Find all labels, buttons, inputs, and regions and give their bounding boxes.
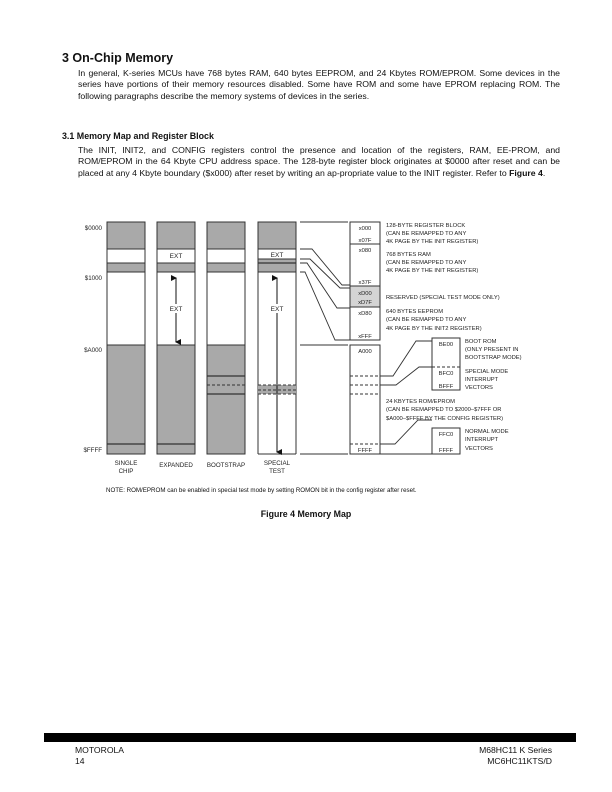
svg-text:4K PAGE BY THE INIT REGISTER): 4K PAGE BY THE INIT REGISTER) [386, 268, 479, 274]
address-BFFF: BFFF [438, 384, 454, 390]
section-body: In general, K-series MCUs have 768 bytes RAM, 640 bytes EEPROM, and 24 Kbytes ROM/EPROM. Some devices in the series have portions of their memory resources disabled. Some have ROM and some have EPROM replacing ROM. The following paragraphs describe the memory systems of devices in the series. [78, 68, 560, 101]
svg-text:4K PAGE BY THE INIT REGISTER): 4K PAGE BY THE INIT REGISTER) [386, 239, 479, 245]
description-register-block [386, 223, 478, 245]
description-special-vectors [465, 369, 508, 391]
svg-text:4K PAGE BY THE INIT2 REGISTER): 4K PAGE BY THE INIT2 REGISTER) [386, 326, 482, 332]
description-normal-vectors [465, 429, 509, 452]
figure-note: NOTE: ROM/EPROM can be enabled in special test mode by setting ROMON bit in the config register after reset. [106, 487, 417, 494]
column-label-special-test: SPECIAL [263, 460, 291, 467]
svg-text:VECTORS: VECTORS [465, 385, 493, 391]
address-FFFF: FFFF [357, 448, 373, 454]
svg-text:BOOT ROM: BOOT ROM [465, 339, 497, 345]
detail-column-rom [350, 345, 380, 454]
column-label-special-test: TEST [269, 468, 285, 475]
address-xFFF: xFFF [358, 334, 372, 340]
ext-label: EXT [169, 306, 183, 313]
address-BFC0: BFC0 [438, 371, 454, 377]
svg-text:INTERRUPT: INTERRUPT [465, 377, 499, 383]
address-x080: x080 [358, 248, 372, 254]
address-label: $FFFF [83, 447, 102, 454]
address-FFC0: FFC0 [438, 432, 454, 438]
address-FFFF: FFFF [438, 448, 454, 454]
svg-text:(ONLY PRESENT IN: (ONLY PRESENT IN [465, 347, 519, 353]
address-xD7F: xD7F [358, 300, 372, 306]
body-text: The INIT, INIT2, and CONFIG registers control the presence and location of the registers, RAM, EE-PROM, and ROM/EPROM in the 64 Kbyte CPU address space. The 128-byte register block originates at $0000 after reset and can be placed at any 4 Kbyte boundary ($x000) after reset by writing an ap-propriate value to the INIT register. Refer to [78, 145, 560, 178]
address-xD00: xD00 [358, 291, 372, 297]
ext-label: EXT [270, 306, 284, 313]
svg-text:RESERVED (SPECIAL TEST MODE ON: RESERVED (SPECIAL TEST MODE ONLY) [386, 295, 500, 301]
footer-doc-id: MC6HC11KTS/D [487, 755, 552, 766]
address-x000: x000 [358, 226, 372, 232]
description-reserved [386, 295, 500, 301]
svg-text:$A000–$FFFF BY THE CONFIG REGI: $A000–$FFFF BY THE CONFIG REGISTER) [386, 416, 504, 422]
column-label-single-chip: CHIP [118, 468, 134, 475]
svg-text:SPECIAL MODE: SPECIAL MODE [465, 369, 509, 375]
address-x37F: x37F [358, 280, 372, 286]
svg-text:(CAN BE REMAPPED TO $2000–$7FF: (CAN BE REMAPPED TO $2000–$7FFF OR [386, 407, 502, 413]
svg-text:(CAN BE REMAPPED TO ANY: (CAN BE REMAPPED TO ANY [386, 260, 467, 266]
footer-right [479, 745, 552, 766]
body-text-end: . [542, 167, 546, 178]
address-label: $A000 [84, 347, 102, 354]
footer-series: M68HC11 K Series [479, 745, 552, 755]
address-label: $0000 [84, 225, 102, 232]
column-bootstrap [207, 222, 245, 454]
address-BE00: BE00 [438, 342, 454, 348]
ext-label: EXT [270, 252, 284, 259]
address-xD80: xD80 [358, 311, 372, 317]
svg-text:(CAN BE REMAPPED TO ANY: (CAN BE REMAPPED TO ANY [386, 317, 467, 323]
svg-text:640 BYTES EEPROM: 640 BYTES EEPROM [386, 309, 444, 315]
column-label-single-chip: SINGLE [114, 460, 138, 467]
svg-text:768 BYTES RAM: 768 BYTES RAM [386, 252, 431, 258]
description-rom [386, 399, 503, 422]
svg-text:24 KBYTES ROM/EPROM: 24 KBYTES ROM/EPROM [386, 399, 455, 405]
description-boot-rom [465, 339, 522, 361]
footer-left [75, 745, 124, 766]
address-A000: A000 [358, 349, 372, 355]
column-label-bootstrap: BOOTSTRAP [206, 462, 246, 469]
subsection-title: 3.1 Memory Map and Register Block [62, 131, 214, 141]
svg-text:INTERRUPT: INTERRUPT [465, 437, 499, 443]
section-title: 3 On-Chip Memory [62, 51, 174, 65]
figure-reference-link[interactable]: Figure 4 [509, 167, 543, 178]
column-label-expanded: EXPANDED [159, 462, 193, 469]
svg-text:128-BYTE REGISTER BLOCK: 128-BYTE REGISTER BLOCK [386, 223, 466, 229]
address-x07F: x07F [358, 238, 372, 244]
footer-company: MOTOROLA [75, 745, 125, 755]
svg-text:VECTORS: VECTORS [465, 446, 493, 452]
svg-text:(CAN BE REMAPPED TO ANY: (CAN BE REMAPPED TO ANY [386, 231, 467, 237]
description-ram [386, 252, 478, 274]
footer-rule [44, 733, 576, 742]
page-number: 14 [75, 755, 85, 766]
address-label: $1000 [84, 275, 102, 282]
description-eeprom [386, 309, 482, 332]
ext-label: EXT [169, 253, 183, 260]
figure-caption: Figure 4 Memory Map [260, 509, 352, 519]
svg-text:NORMAL MODE: NORMAL MODE [465, 429, 509, 435]
svg-text:BOOTSTRAP MODE): BOOTSTRAP MODE) [465, 355, 522, 361]
column-single-chip [107, 222, 145, 454]
